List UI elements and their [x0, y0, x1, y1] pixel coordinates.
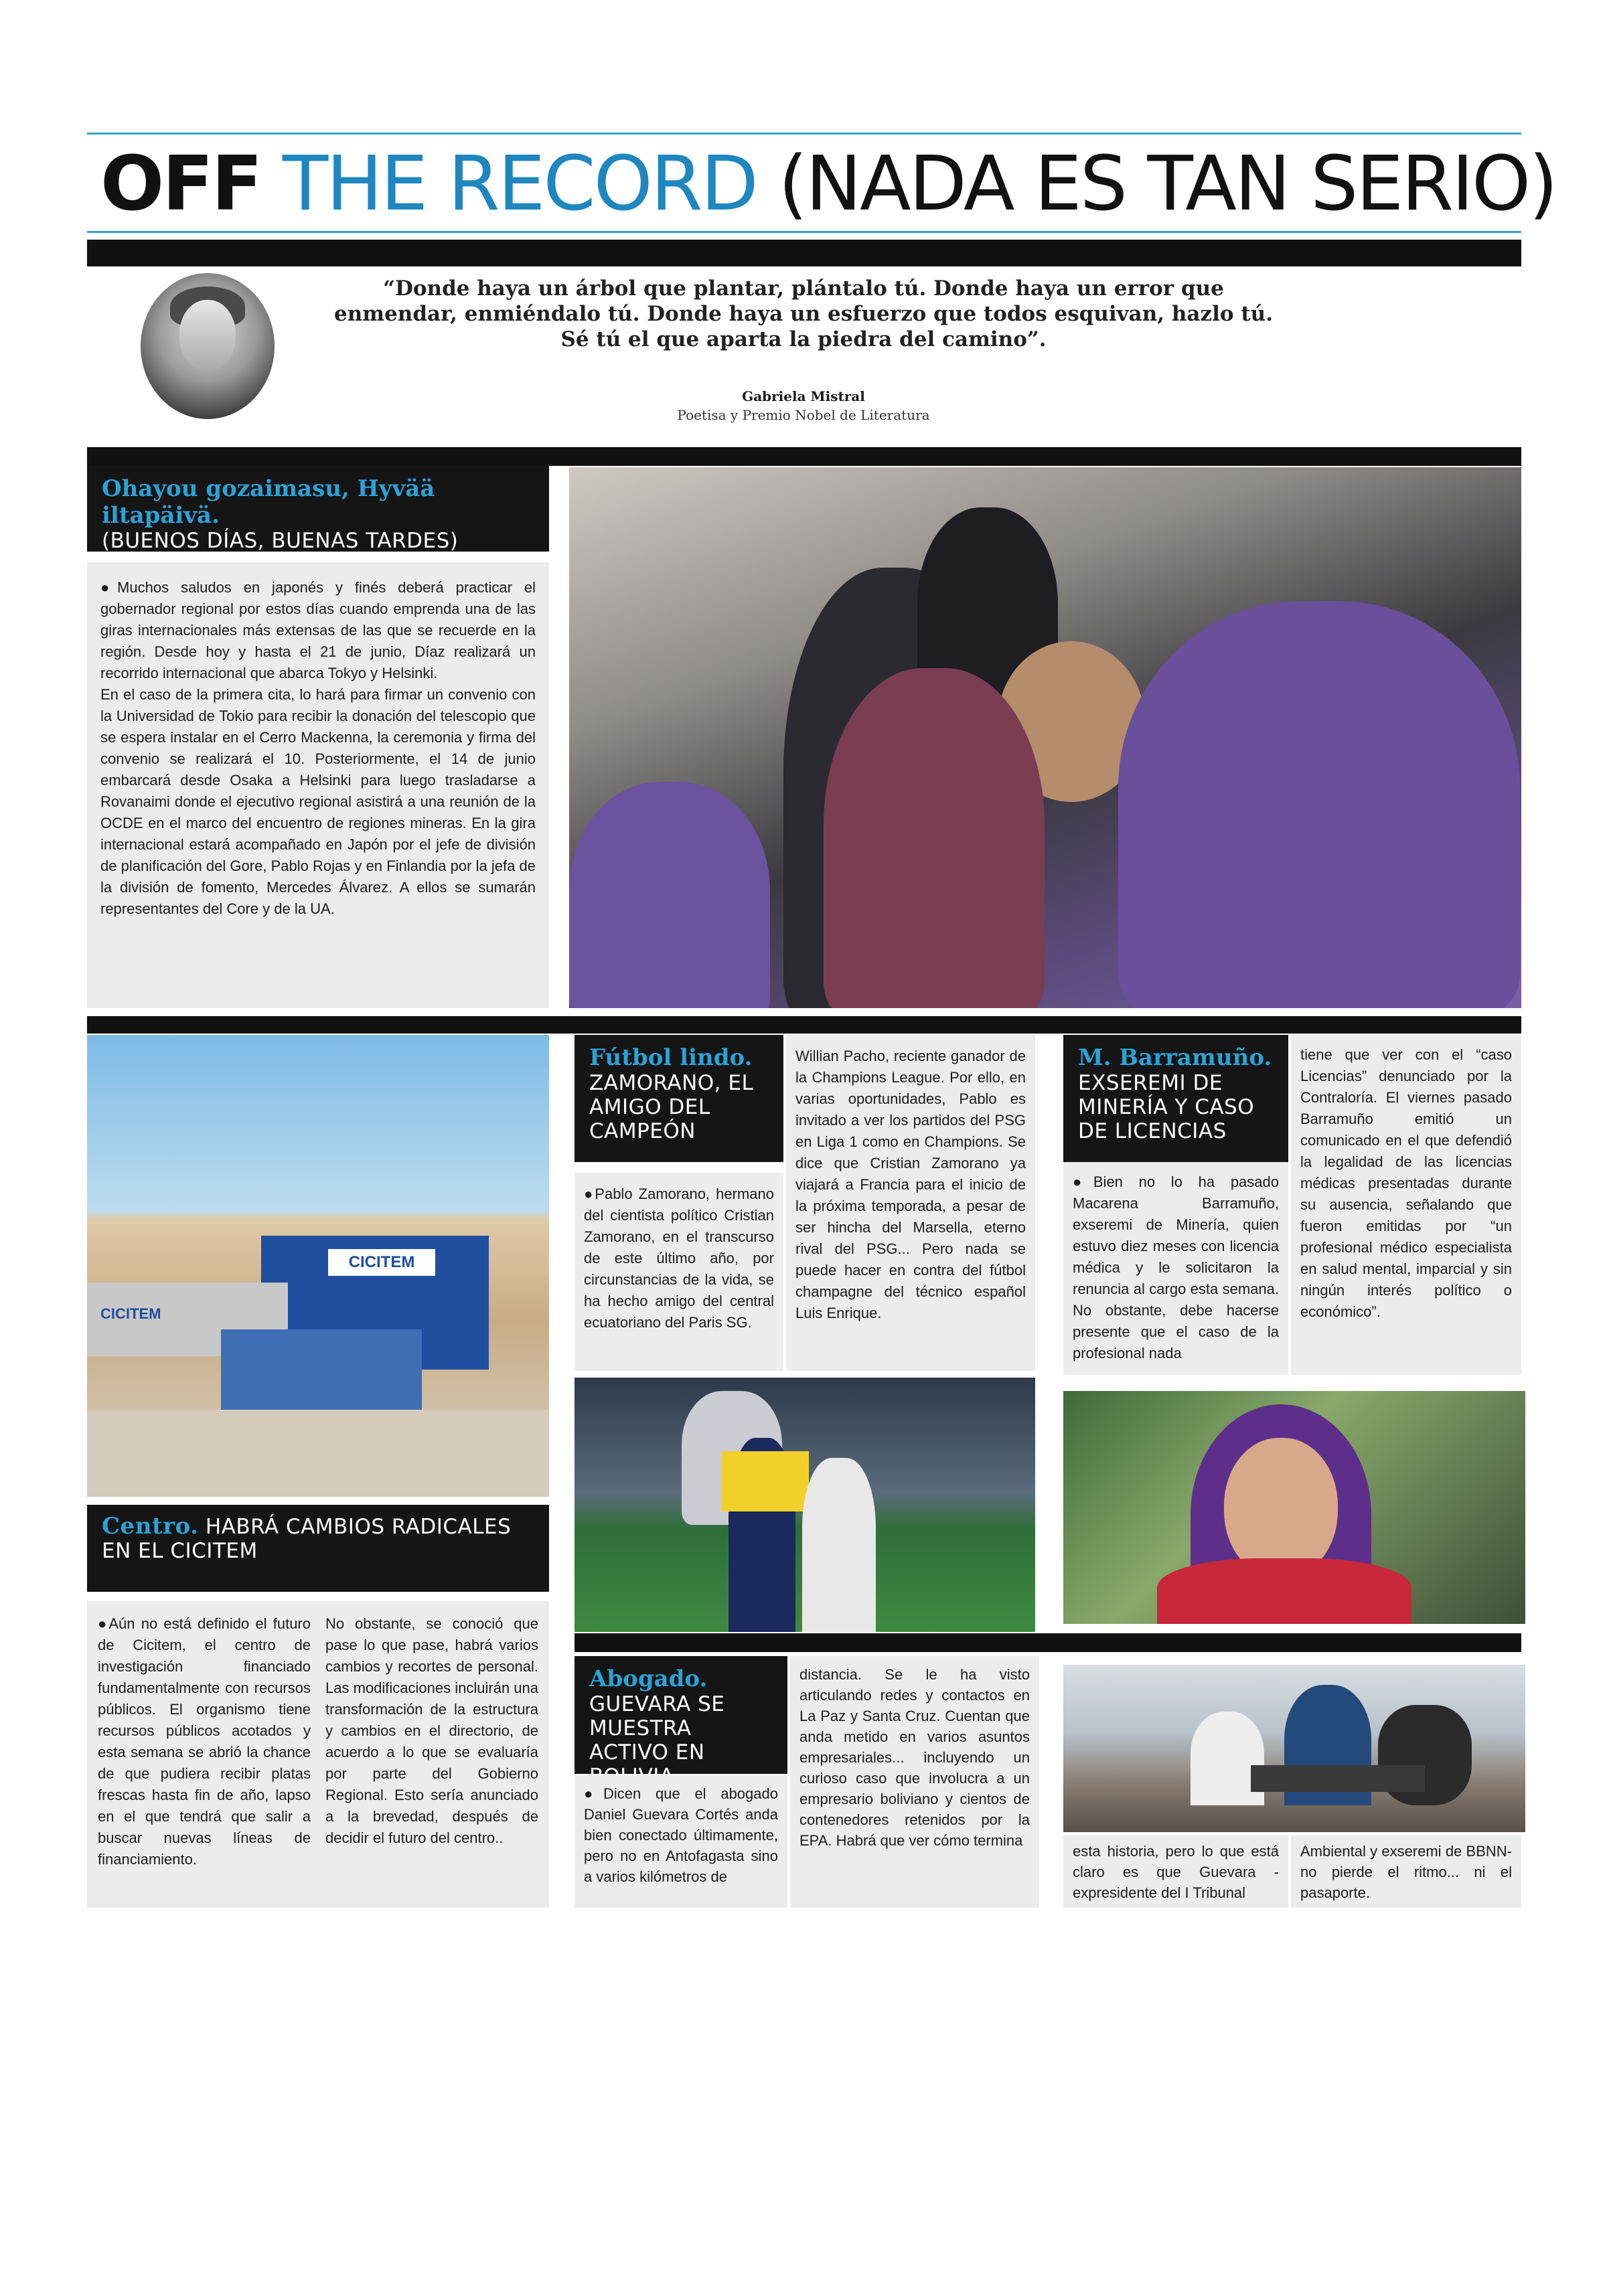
futbol-textbox-1 — [575, 1173, 783, 1371]
cicitem-sign: CICITEM — [328, 1249, 435, 1276]
gira-headline: (BUENOS DÍAS, BUENAS TARDES) — [102, 529, 459, 553]
section-divider-3 — [575, 1633, 1521, 1652]
futbol-headline: ZAMORANO, EL AMIGO DEL CAMPEÓN — [589, 1071, 754, 1143]
gira-textbox — [87, 562, 549, 1008]
barramuno-header — [1063, 1035, 1288, 1162]
barramuno-textbox-2 — [1291, 1035, 1521, 1375]
section-divider-2 — [87, 1016, 1521, 1034]
barramuno-kicker: M. Barramuño. — [1078, 1044, 1272, 1071]
abogado-textbox-3 — [1063, 1835, 1288, 1908]
top-black-bar — [87, 240, 1521, 266]
masthead-the-record: THE RECORD — [282, 141, 757, 228]
gira-kicker: Ohayou gozaimasu, Hyvää iltapäivä. — [102, 475, 435, 529]
barramuno-col-1: ●Bien no lo ha pasado Macarena Barramuño, exseremi de Minería, quien estuvo diez meses con licencia médica y le solicitaron la renuncia al cargo esta semana. No obstante, debe hacerse presente que el caso de la profesional nada — [1073, 1173, 1279, 1362]
abogado-textbox-1 — [575, 1775, 787, 1908]
barramuno-textbox-1 — [1063, 1162, 1288, 1375]
abogado-col-1: ●Dicen que el abogado Daniel Guevara Cortés anda bien conectado últimamente, pero no en Antofagasta sino a varios kilómetros de — [584, 1785, 778, 1885]
cicitem-kicker: Centro. — [102, 1513, 199, 1540]
gira-body-2: En el caso de la primera cita, lo hará para firmar un convenio con la Universidad de Tokio para recibir la donación del telescopio que se espera instalar en el Cerro Mackenna, la ceremonia y firma del convenio se realizará el 10. Posteriormente, el 14 de junio embarcará desde Osaka a Helsinki para luego trasladarse a Rovanaimi donde el ejecutivo regional asistirá a una reunión de la OCDE en el marco del encuentro de regiones mineras. En la gira internacional estará acompañado en Japón por el jefe de división de planificación del Gore, Pablo Rojas y en Finlandia por la jefa de la división de fomento, Mercedes Álvarez. A ellos se sumarán representantes del Core y de la UA. — [100, 686, 536, 917]
futbol-header — [575, 1035, 783, 1162]
cicitem-wall-sign: CICITEM — [100, 1305, 161, 1322]
masthead-nada: (NADA ES TAN SERIO) — [778, 141, 1556, 228]
abogado-textbox-2 — [790, 1656, 1039, 1908]
gira-header — [87, 466, 549, 552]
section-divider-1 — [87, 447, 1521, 466]
futbol-col-2: Willian Pacho, reciente ganador de la Champions League. Por ello, en varias oportunidades, Pablo es invitado a ver los partidos del PSG en Liga 1 como en Champions. Se dice que Cristian Zamorano ya viajará a Francia para el inicio de la próxima temporada, a pesar de ser hincha del Marsella, eterno rival del PSG... Pero nada se puede hacer en contra del fútbol champagne del técnico español Luis Enrique. — [795, 1048, 1026, 1321]
quote-author: Gabriela Mistral — [742, 388, 865, 404]
abogado-col-2: distancia. Se le ha visto articulando redes y contactos en La Paz y Santa Cruz. Cuentan que anda metido en varios asuntos empresariales... incluyendo un curioso caso que involucra a un empresario boliviano y cientos de contenedores retenidos por la EPA. Habrá que ver cómo termina — [799, 1666, 1030, 1849]
masthead-top-rule — [87, 133, 1521, 135]
futbol-col-1: ●Pablo Zamorano, hermano del cientista político Cristian Zamorano, en el transcurso de este último año, por circunstancias de la vida, se ha hecho amigo del central ecuatoriano del Paris SG. — [584, 1185, 774, 1331]
abogado-header — [575, 1656, 787, 1774]
barramuno-photo-portrait — [1063, 1391, 1525, 1624]
quote-author-role: Poetisa y Premio Nobel de Literatura — [677, 407, 930, 423]
abogado-kicker: Abogado. — [589, 1665, 708, 1692]
masthead-off: OFF — [100, 141, 261, 228]
cicitem-header — [87, 1505, 549, 1592]
masthead-title — [100, 137, 1556, 231]
barramuno-headline: EXSEREMI DE MINERÍA Y CASO DE LICENCIAS — [1078, 1071, 1255, 1143]
abogado-textbox-4 — [1291, 1835, 1521, 1908]
quote-text: “Donde haya un árbol que plantar, plántalo tú. Donde haya un error que enmendar, enmiéndalo tú. Donde haya un esfuerzo que todos esquivan, hazlo tú. Sé tú el que aparta la piedra del camino”. — [334, 276, 1273, 351]
cicitem-photo-building — [87, 1035, 549, 1497]
abogado-col-4: Ambiental y exseremi de BBNN- no pierde el ritmo... ni el pasaporte. — [1300, 1843, 1512, 1901]
masthead-bottom-rule — [87, 231, 1521, 233]
cicitem-headline — [102, 1514, 534, 1563]
gira-photo-embrace — [569, 467, 1521, 1008]
barramuno-col-2: tiene que ver con el “caso Licencias” denunciado por la Contraloría. El viernes pasado Barramuño emitió un comunicado en el que defendió la legalidad de las licencias médicas presentadas durante su ausencia, señalando que fueron emitidas por “un profesional médico especialista en salud mental, imparcial y sin ningún interés político o económico”. — [1300, 1046, 1512, 1320]
abogado-headline: GUEVARA SE MUESTRA ACTIVO EN — [589, 1692, 725, 1765]
cicitem-col-1: ●Aún no está definido el futuro de Cicitem, el centro de investigación financiado fundamentalmente con recursos públicos. El organismo tiene recursos públicos acotados y esta semana se abrió la chance de que pudiera recibir platas frescas hasta fin de año, lapso en el que tendrá que salir a buscar nuevas líneas de financiamiento. — [98, 1615, 311, 1868]
futbol-photo-trophy — [575, 1378, 1035, 1632]
futbol-kicker: Fútbol lindo. — [589, 1044, 753, 1071]
abogado-photo-meeting — [1063, 1665, 1525, 1832]
cicitem-col-2: No obstante, se conoció que pase lo que pase, habrá varios cambios y recortes de personal. Las modificaciones incluirán una transformación de la estructura y cambios en el directorio, de acuerdo a lo que se evaluaría por parte del Gobierno Regional. Esto sería anunciado a la brevedad, después de decidir el futuro del centro.. — [325, 1615, 538, 1846]
author-portrait — [141, 273, 275, 419]
abogado-col-3: esta historia, pero lo que está claro es que Guevara -expresidente del I Tribunal — [1073, 1843, 1279, 1901]
cicitem-headline-text: HABRÁ CAMBIOS RADICALES EN EL CICITEM — [102, 1515, 512, 1563]
futbol-textbox-2 — [786, 1035, 1035, 1371]
cicitem-textbox — [87, 1601, 549, 1908]
gira-body-1: ●Muchos saludos en japonés y finés deberá practicar el gobernador regional por estos días cuando emprenda una de las giras internacionales más extensas de las que se recuerde en la región. Desde hoy y hasta el 21 de junio, Díaz realizará un recorrido internacional que abarca Tokyo y Helsinki. — [100, 579, 536, 681]
